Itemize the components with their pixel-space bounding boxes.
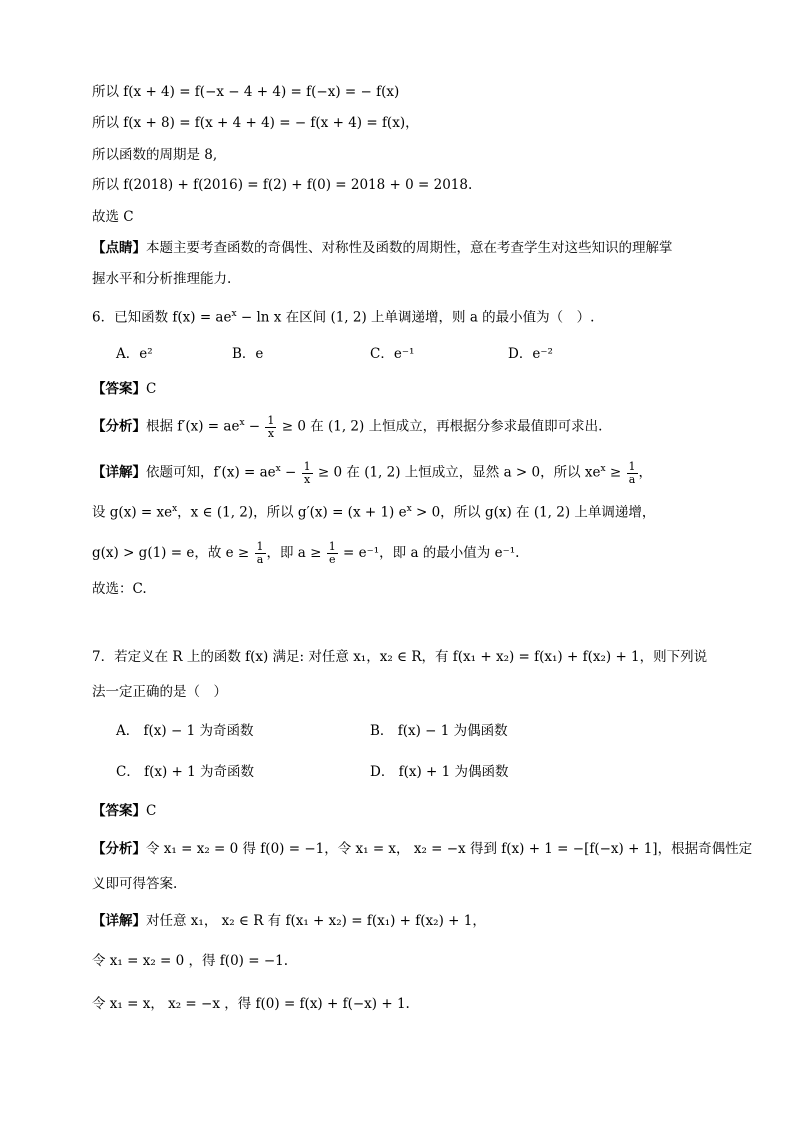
q7-option-c: C． f(x) + 1 为奇函数	[116, 764, 255, 780]
choose-6: 故选：C.	[92, 581, 147, 597]
q6-superscript: x	[231, 309, 237, 319]
answer-7	[92, 802, 156, 820]
answer-6-tag: 【答案】	[92, 381, 146, 397]
q6-option-c: C．e⁻¹	[370, 346, 415, 362]
line-period-2: 所以 f(x + 8) = f(x + 4 + 4) = − f(x + 4) = f(x)，	[92, 115, 419, 131]
q7-option-a: A． f(x) − 1 为奇函数	[116, 723, 254, 739]
detail-6-line-h	[92, 541, 519, 566]
detail-6	[92, 460, 652, 486]
frac-num: 1	[328, 540, 336, 553]
g-sup-2: x	[406, 504, 412, 514]
detail-6-text-1b: −	[280, 464, 301, 481]
analysis-7-tag: 【分析】	[92, 841, 146, 857]
frac-num: 1	[628, 459, 636, 473]
detail-7	[92, 912, 486, 930]
h-text-1: g(x) > g(1) = e，故 e ≥	[92, 545, 254, 561]
analysis-6-tag: 【分析】	[92, 418, 146, 435]
detail-7-tag: 【详解】	[92, 913, 146, 929]
frac-num: 1	[303, 459, 311, 473]
detail-7-text: 对任意 x₁， x₂ ∈ R 有 f(x₁ + x₂) = f(x₁) + f(x₂) + 1，	[146, 913, 486, 929]
analysis-6-fraction	[265, 415, 276, 440]
commentary-line-1	[92, 239, 673, 257]
frac-den: a	[256, 553, 264, 566]
h-text-3: = e⁻¹，即 a 的最小值为 e⁻¹.	[338, 545, 520, 561]
line-choose-c: 故选 C	[92, 209, 134, 225]
frac-num: 1	[256, 540, 264, 553]
line-period-4: 所以 f(2018) + f(2016) = f(2) + f(0) = 2018 + 0 = 2018.	[92, 177, 473, 193]
question-7-line-1: 7．若定义在 R 上的函数 f(x) 满足: 对任意 x₁，x₂ ∈ R，有 f(x₁ + x₂) = f(x₁) + f(x₂) + 1，则下列说	[92, 649, 708, 665]
frac-den: x	[304, 472, 311, 486]
detail-6-text-2: ≥ 0 在 (1, 2) 上恒成立，显然 a > 0，所以 xe	[313, 464, 601, 481]
analysis-7-line-1	[92, 840, 752, 858]
analysis-6-sup: x	[239, 418, 245, 428]
g-text-2: ，x ∈ (1, 2)，所以 g′(x) = (x + 1) e	[177, 504, 407, 521]
detail-6-sup-2: x	[600, 464, 606, 474]
line-period-1: 所以 f(x + 4) = f(−x − 4 + 4) = f(−x) = − f(x)	[92, 84, 400, 100]
commentary-text: 本题主要考查函数的奇偶性、对称性及函数的周期性，意在考查学生对这些知识的理解掌	[146, 240, 673, 256]
commentary-line-2: 握水平和分析推理能力.	[92, 271, 232, 287]
question-6	[92, 305, 594, 327]
h-fraction-1	[255, 541, 266, 566]
line-period-3: 所以函数的周期是 8,	[92, 147, 218, 163]
q6-option-b: B．e	[232, 346, 264, 362]
analysis-6	[92, 414, 602, 440]
detail-6-sup: x	[275, 464, 281, 474]
g-sup-1: x	[172, 504, 178, 514]
analysis-6-text-2: −	[244, 418, 265, 435]
detail-6-tag: 【详解】	[92, 464, 146, 481]
h-text-2: ，即 a ≥	[266, 545, 326, 561]
q7-option-d: D． f(x) + 1 为偶函数	[370, 764, 509, 780]
frac-den: e	[328, 553, 336, 566]
g-text-1: 设 g(x) = xe	[92, 504, 173, 521]
frac-den: x	[267, 426, 275, 440]
answer-6	[92, 380, 156, 398]
g-text-3: > 0，所以 g(x) 在 (1, 2) 上单调递增，	[411, 504, 656, 521]
q6-option-d: D．e⁻²	[508, 346, 553, 362]
q7-option-b: B． f(x) − 1 为偶函数	[370, 723, 508, 739]
detail-7-line-2: 令 x₁ = x₂ = 0 ，得 f(0) = −1.	[92, 953, 289, 969]
question-7-line-2: 法一定正确的是（ ）	[92, 684, 227, 700]
q6-text-2: − ln x 在区间 (1, 2) 上单调递增，则 a 的最小值为（ ）.	[236, 309, 595, 326]
detail-6-line-g	[92, 500, 655, 522]
q6-text-1: 6．已知函数 f(x) = ae	[92, 309, 232, 326]
answer-7-value: C	[146, 803, 157, 819]
analysis-6-text-1: 根据 f′(x) = ae	[146, 418, 240, 435]
detail-6-fraction-2	[627, 461, 638, 486]
detail-6-fraction-1	[302, 461, 313, 486]
detail-6-text-4: ，	[638, 464, 652, 481]
frac-num: 1	[267, 413, 275, 427]
commentary-tag: 【点睛】	[92, 240, 146, 256]
answer-7-tag: 【答案】	[92, 803, 146, 819]
frac-den: a	[628, 472, 636, 486]
h-fraction-2	[327, 541, 338, 566]
detail-7-line-3: 令 x₁ = x， x₂ = −x ，得 f(0) = f(x) + f(−x) + 1.	[92, 996, 410, 1012]
detail-6-text-3: ≥	[605, 464, 626, 481]
q6-option-a: A．e²	[116, 346, 153, 362]
analysis-6-text-3: ≥ 0 在 (1, 2) 上恒成立，再根据分参求最值即可求出.	[277, 418, 603, 435]
analysis-7-text: 令 x₁ = x₂ = 0 得 f(0) = −1，令 x₁ = x， x₂ = −x 得到 f(x) + 1 = −[f(−x) + 1]，根据奇偶性定	[146, 841, 753, 857]
analysis-7-line-2: 义即可得答案.	[92, 876, 178, 892]
detail-6-text-1: 依题可知，f′(x) = ae	[146, 464, 276, 481]
answer-6-value: C	[146, 381, 157, 397]
